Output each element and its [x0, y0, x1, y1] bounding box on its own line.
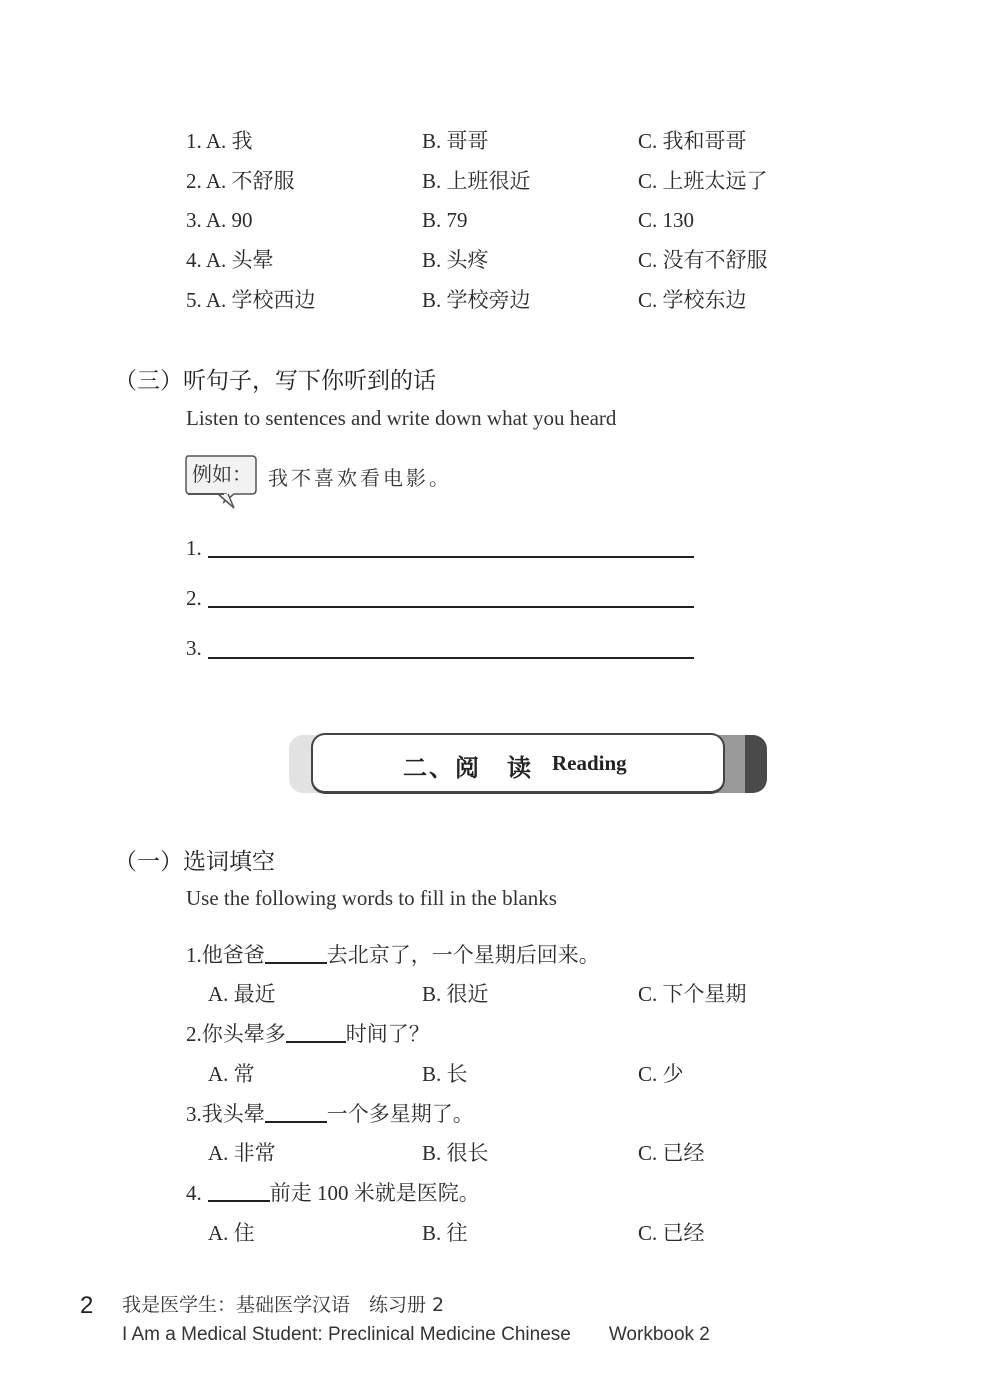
question-before: 他爸爸 [201, 943, 265, 967]
fill-blank[interactable] [265, 942, 327, 964]
fill-question [186, 1100, 474, 1128]
choice-row [186, 286, 316, 314]
choice-row [186, 127, 253, 155]
option-b: B. 哥哥 [422, 129, 489, 153]
footer-book-title-en: I Am a Medical Student: Preclinical Medicine Chinese Workbook 2 [122, 1324, 710, 1345]
question-after: 一个多星期了。 [326, 1102, 474, 1126]
example-speech-bubble [184, 454, 258, 512]
option-a: A. 头晕 [205, 248, 274, 272]
question-after: 时间了？ [345, 1022, 430, 1046]
reading-banner [289, 733, 769, 795]
answer-line-1[interactable] [208, 556, 694, 558]
option-c: C. 上班太远了 [638, 169, 768, 193]
question-number: 4. [186, 248, 202, 272]
option-b: B. 头疼 [422, 248, 489, 272]
option-b: B. 很长 [422, 1141, 489, 1165]
option-a: A. 常 [208, 1062, 255, 1086]
option-b: B. 上班很近 [422, 169, 531, 193]
option-b: B. 往 [422, 1221, 468, 1245]
footer-book-title-cn: 我是医学生：基础医学汉语 练习册 2 [122, 1294, 445, 1316]
banner-title-cn: 二、阅 读 [403, 754, 533, 782]
choice-row [186, 206, 253, 234]
question-after: 前走 100 米就是医院。 [269, 1181, 480, 1205]
question-before: 我头晕 [201, 1102, 265, 1126]
answer-line-number: 3. [186, 636, 202, 660]
option-b: B. 很近 [422, 982, 489, 1006]
option-a: A. 学校西边 [205, 288, 316, 312]
question-number: 5. [186, 288, 202, 312]
section-subtitle: Use the following words to fill in the blanks [186, 886, 557, 910]
fill-question [186, 1020, 430, 1048]
option-a: A. 我 [205, 129, 253, 153]
question-number: 2. [186, 1022, 202, 1046]
fill-blank[interactable] [208, 1180, 270, 1202]
question-number: 4. [186, 1181, 202, 1205]
banner-title-en: Reading [552, 751, 627, 775]
option-a: A. 最近 [208, 982, 276, 1006]
fill-blank[interactable] [265, 1101, 327, 1123]
option-a: A. 住 [208, 1221, 255, 1245]
section-heading: （三）听句子，写下你听到的话 [114, 368, 436, 394]
question-before: 你头晕多 [201, 1022, 286, 1046]
answer-line-3[interactable] [208, 657, 694, 659]
question-number: 2. [186, 169, 202, 193]
option-a: A. 非常 [208, 1141, 276, 1165]
option-c: C. 没有不舒服 [638, 248, 768, 272]
answer-line-number: 2. [186, 586, 202, 610]
option-c: C. 下个星期 [638, 982, 747, 1006]
question-number: 3. [186, 208, 202, 232]
answer-line-number: 1. [186, 536, 202, 560]
option-c: C. 少 [638, 1062, 684, 1086]
option-a: A. 90 [205, 208, 253, 232]
choice-row [186, 246, 274, 274]
option-c: C. 学校东边 [638, 288, 747, 312]
option-c: C. 已经 [638, 1221, 705, 1245]
question-number: 1. [186, 943, 202, 967]
fill-blank[interactable] [286, 1021, 346, 1043]
question-number: 3. [186, 1102, 202, 1126]
fill-question [186, 941, 600, 969]
example-sentence: 我不喜欢看电影。 [268, 468, 452, 490]
answer-line-2[interactable] [208, 606, 694, 608]
option-b: B. 长 [422, 1062, 468, 1086]
option-b: B. 学校旁边 [422, 288, 531, 312]
example-label: 例如： [192, 462, 252, 486]
question-number: 1. [186, 129, 202, 153]
section-subtitle: Listen to sentences and write down what you heard [186, 406, 617, 430]
option-c: C. 130 [638, 208, 695, 232]
option-b: B. 79 [422, 208, 468, 232]
question-after: 去北京了，一个星期后回来。 [326, 943, 600, 967]
option-c: C. 已经 [638, 1141, 705, 1165]
choice-row [186, 167, 295, 195]
option-a: A. 不舒服 [205, 169, 295, 193]
section-heading: （一）选词填空 [114, 849, 275, 875]
option-c: C. 我和哥哥 [638, 129, 747, 153]
page-number: 2 [80, 1292, 94, 1319]
fill-question [186, 1179, 480, 1207]
